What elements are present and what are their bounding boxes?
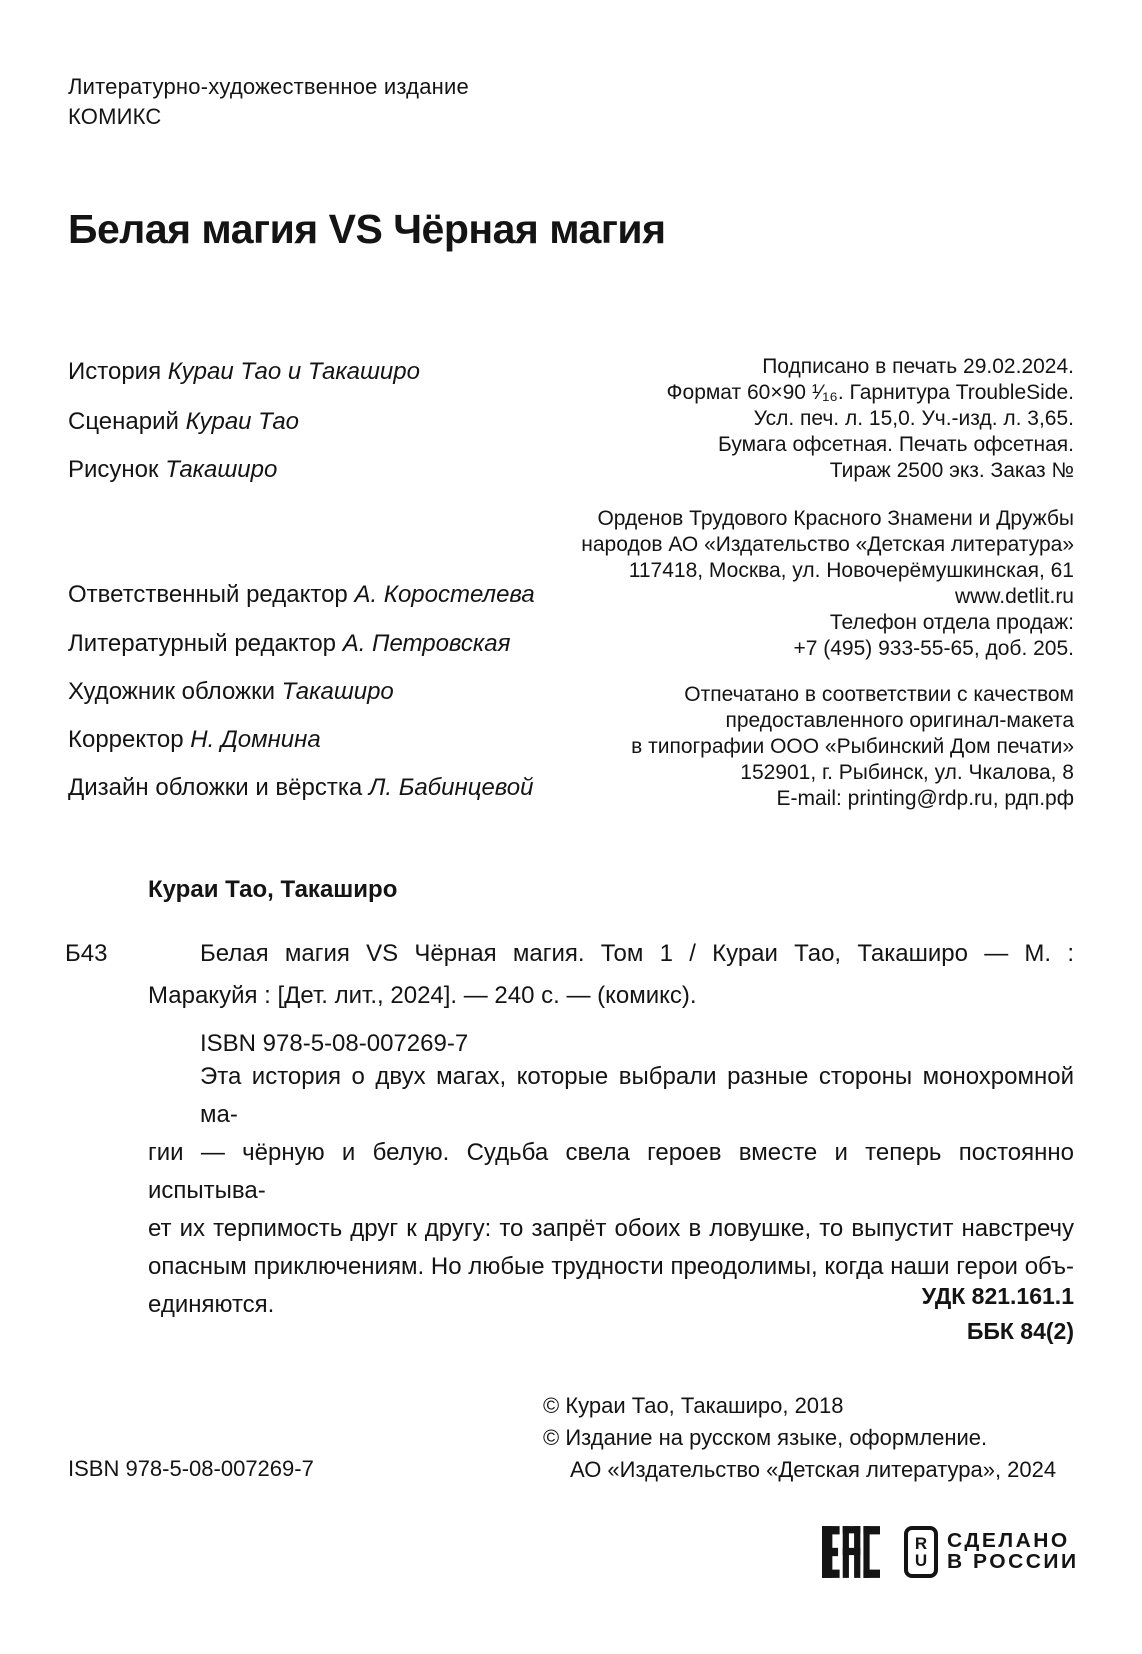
imprint-line: Подписано в печать 29.02.2024.: [762, 355, 1074, 378]
certification-logos: [822, 1526, 1079, 1578]
ru-badge-top: R: [914, 1534, 928, 1553]
credit-cover-artist: [68, 678, 394, 706]
imprint-print-info: [500, 354, 1074, 484]
credit-name: А. Петровская: [342, 630, 511, 657]
catalog-entry-line1: Белая магия VS Чёрная магия. Том 1 / Кураи Тао, Такаширо — М. :: [200, 940, 1074, 967]
credit-story: [68, 358, 420, 386]
credit-role: Художник обложки: [68, 678, 275, 705]
annotation-line: ет их терпимость друг к другу: то запрёт обоих в ловушке, то выпустит навстречу: [148, 1215, 1074, 1242]
edition-type-label: Литературно-художественное издание: [68, 74, 469, 99]
imprint-line: Бумага офсетная. Печать офсетная.: [718, 433, 1074, 456]
annotation-line: единяются.: [148, 1291, 275, 1318]
imprint-line: Орденов Трудового Красного Знамени и Дружбы: [597, 507, 1074, 530]
printery-email: E-mail: printing@rdp.ru, рдп.рф: [776, 787, 1074, 810]
credit-role: Литературный редактор: [68, 630, 337, 657]
imprint-line: 152901, г. Рыбинск, ул. Чкалова, 8: [740, 761, 1074, 784]
book-title: Белая магия VS Чёрная магия: [68, 206, 666, 252]
credit-design-layout: [68, 774, 533, 802]
made-in-russia-text: [947, 1531, 1079, 1573]
made-in-russia-line2: В РОССИИ: [947, 1551, 1079, 1573]
credit-name: Кураи Тао и Такаширо: [167, 358, 420, 385]
made-in-russia-logo: [904, 1526, 1079, 1578]
eac-certification-icon: [822, 1526, 880, 1578]
copyright-block: [543, 1390, 1056, 1486]
credit-role: Корректор: [68, 726, 184, 753]
credit-name: Такаширо: [281, 678, 394, 705]
credit-role: Дизайн обложки и вёрстка: [68, 774, 363, 801]
bbk-code: ББК 84(2): [966, 1318, 1074, 1344]
credit-managing-editor: [68, 581, 535, 609]
publisher-website: www.detlit.ru: [954, 585, 1074, 608]
imprint-line: предоставленного оригинал-макета: [725, 709, 1074, 732]
credit-literary-editor: [68, 630, 510, 658]
imprint-line: Тираж 2500 экз. Заказ №: [829, 459, 1074, 482]
credit-name: Такаширо: [165, 456, 278, 483]
copyright-line-edition: © Издание на русском языке, оформление.: [543, 1425, 988, 1450]
copyright-line-publisher: АО «Издательство «Детская литература», 2024: [570, 1457, 1057, 1482]
copyright-line-authors: © Кураи Тао, Такаширо, 2018: [543, 1393, 844, 1418]
annotation-line: Эта история о двух магах, которые выбрали разные стороны монохромной ма-: [200, 1063, 1074, 1128]
annotation-line: гии — чёрную и белую. Судьба свела героев вместе и теперь постоянно испытыва-: [148, 1139, 1074, 1204]
credit-name: Л. Бабинцевой: [368, 774, 534, 801]
edition-kind-label: КОМИКС: [68, 104, 162, 129]
imprint-line: народов АО «Издательство «Детская литература»: [581, 533, 1074, 556]
credit-name: А. Коростелева: [354, 581, 535, 608]
credit-role: Ответственный редактор: [68, 581, 348, 608]
credit-role: Рисунок: [68, 456, 159, 483]
imprint-line: Формат 60×90 ¹⁄₁₆. Гарнитура TroubleSide.: [666, 381, 1074, 404]
credit-proofreader: [68, 726, 321, 754]
credit-name: Н. Домнина: [190, 726, 321, 753]
imprint-line: Отпечатано в соответствии с качеством: [684, 683, 1074, 706]
annotation-line: опасным приключениям. Но любые трудности преодолимы, когда наши герои объ-: [148, 1253, 1074, 1280]
isbn-bottom: ISBN 978-5-08-007269-7: [68, 1456, 314, 1481]
catalog-entry-line2: Маракуйя : [Дет. лит., 2024]. — 240 с. — (комикс).: [148, 982, 697, 1009]
ru-badge-icon: [904, 1526, 938, 1578]
udk-code: УДК 821.161.1: [921, 1283, 1074, 1309]
imprint-line: Телефон отдела продаж:: [829, 611, 1074, 634]
catalog-isbn: ISBN 978-5-08-007269-7: [200, 1030, 469, 1057]
catalog-index-code: Б43: [65, 940, 108, 967]
catalog-authors-heading: Кураи Тао, Такаширо: [148, 876, 398, 903]
credit-script: [68, 408, 299, 436]
credit-role: История: [68, 358, 162, 385]
imprint-line: в типографии ООО «Рыбинский Дом печати»: [631, 735, 1074, 758]
publisher-phone: +7 (495) 933-55-65, доб. 205.: [793, 637, 1074, 660]
imprint-line: Усл. печ. л. 15,0. Уч.-изд. л. 3,65.: [753, 407, 1074, 430]
imprint-publisher-address: [500, 506, 1074, 662]
imprint-line: 117418, Москва, ул. Новочерёмушкинская, 61: [628, 559, 1074, 582]
credit-role: Сценарий: [68, 408, 179, 435]
credit-name: Кураи Тао: [185, 408, 300, 435]
made-in-russia-line1: СДЕЛАНО: [947, 1530, 1070, 1552]
credit-art: [68, 456, 277, 484]
imprint-printery: [500, 682, 1074, 812]
ru-badge-bottom: U: [914, 1551, 928, 1570]
